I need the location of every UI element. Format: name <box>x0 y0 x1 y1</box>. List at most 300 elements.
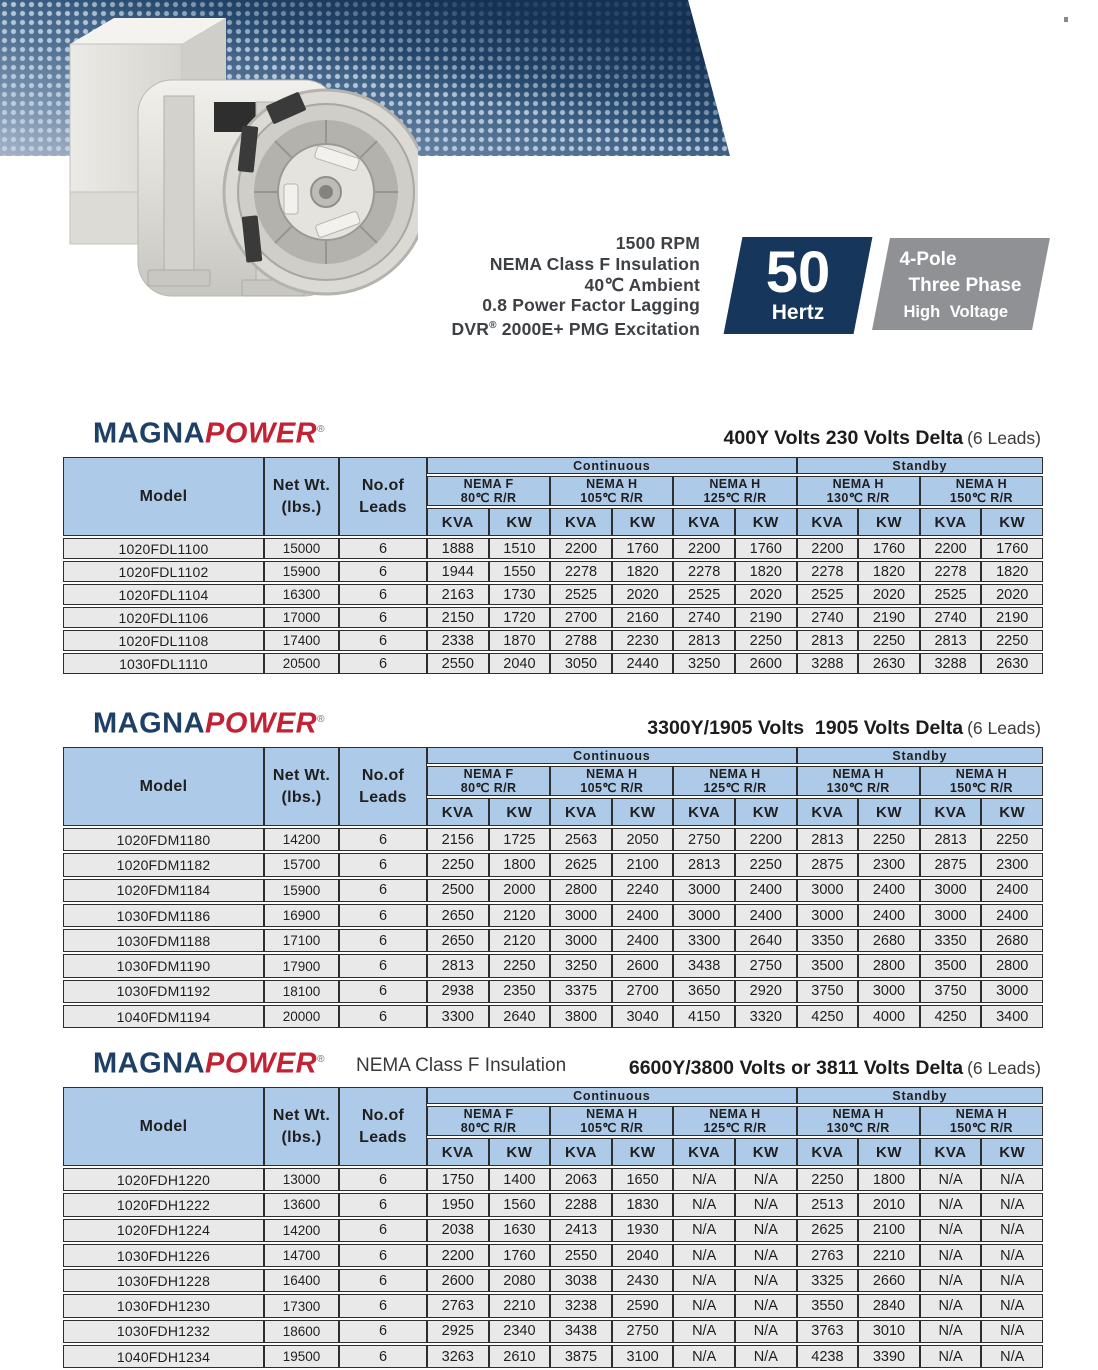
table-row <box>63 1320 1043 1343</box>
value-cell: 2020 <box>612 584 674 605</box>
value-cell: N/A <box>673 1269 735 1292</box>
table-row <box>63 1005 1043 1028</box>
value-cell: 3000 <box>673 879 735 902</box>
value-cell: 2763 <box>427 1294 489 1317</box>
leads-cell: 6 <box>339 1168 427 1191</box>
col-header-kva: KVA <box>920 508 982 536</box>
net-wt-cell: 17000 <box>264 607 339 628</box>
col-header-kva: KVA <box>797 798 859 826</box>
col-header-kw: KW <box>858 508 920 536</box>
value-cell: 3750 <box>797 980 859 1003</box>
value-cell: 3300 <box>673 929 735 952</box>
section-title <box>629 1057 1041 1080</box>
model-cell: 1030FDL1110 <box>63 653 264 674</box>
leads-cell: 6 <box>339 929 427 952</box>
value-cell: 2250 <box>981 630 1043 651</box>
leads-cell: 6 <box>339 828 427 851</box>
value-cell: 2925 <box>427 1320 489 1343</box>
value-cell: N/A <box>920 1244 982 1267</box>
col-header-kw: KW <box>858 798 920 826</box>
value-cell: 2040 <box>489 653 551 674</box>
value-cell: 2250 <box>981 828 1043 851</box>
section-note: NEMA Class F Insulation <box>356 1055 567 1076</box>
value-cell: 2400 <box>612 929 674 952</box>
col-header-kva: KVA <box>673 798 735 826</box>
col-header-kw: KW <box>612 798 674 826</box>
net-wt-cell: 14200 <box>264 1219 339 1242</box>
net-wt-cell: 13600 <box>264 1193 339 1216</box>
value-cell: 3000 <box>673 904 735 927</box>
model-cell: 1020FDH1224 <box>63 1219 264 1242</box>
value-cell: 2550 <box>550 1244 612 1267</box>
model-cell: 1020FDL1104 <box>63 584 264 605</box>
table-row <box>63 904 1043 927</box>
value-cell: 2813 <box>427 954 489 977</box>
model-cell: 1030FDH1228 <box>63 1269 264 1292</box>
value-cell: 2200 <box>550 538 612 559</box>
net-wt-cell: 17400 <box>264 630 339 651</box>
value-cell: 2000 <box>489 879 551 902</box>
value-cell: 3250 <box>673 653 735 674</box>
col-header-standby: Standby <box>797 747 1043 764</box>
model-cell: 1030FDH1226 <box>63 1244 264 1267</box>
value-cell: 2600 <box>612 954 674 977</box>
logo-magna: MAGNA <box>93 1048 206 1080</box>
net-wt-cell: 17900 <box>264 954 339 977</box>
value-cell: 2813 <box>797 828 859 851</box>
value-cell: N/A <box>673 1219 735 1242</box>
model-cell: 1020FDM1184 <box>63 879 264 902</box>
value-cell: 2630 <box>858 653 920 674</box>
table-row <box>63 1219 1043 1242</box>
col-header-standby: Standby <box>797 457 1043 474</box>
model-cell: 1020FDH1222 <box>63 1193 264 1216</box>
value-cell: 2590 <box>612 1294 674 1317</box>
value-cell: N/A <box>920 1193 982 1216</box>
value-cell: 2190 <box>858 607 920 628</box>
value-cell: 2750 <box>735 954 797 977</box>
value-cell: N/A <box>981 1244 1043 1267</box>
leads-cell: 6 <box>339 584 427 605</box>
col-header-standby: Standby <box>797 1087 1043 1104</box>
table-row <box>63 607 1043 628</box>
value-cell: 4000 <box>858 1005 920 1028</box>
col-header-leads: No.of Leads <box>339 457 427 536</box>
net-wt-cell: 16300 <box>264 584 339 605</box>
value-cell: N/A <box>981 1269 1043 1292</box>
value-cell: N/A <box>920 1345 982 1368</box>
value-cell: 2600 <box>735 653 797 674</box>
col-header-rating: NEMA F 80℃ R/R <box>427 476 550 506</box>
net-wt-cell: 15900 <box>264 561 339 582</box>
value-cell: 2788 <box>550 630 612 651</box>
value-cell: 3000 <box>797 879 859 902</box>
col-header-rating: NEMA H 150℃ R/R <box>920 766 1043 796</box>
value-cell: 2813 <box>673 630 735 651</box>
value-cell: 2440 <box>612 653 674 674</box>
value-cell: 2250 <box>735 630 797 651</box>
model-cell: 1020FDL1108 <box>63 630 264 651</box>
value-cell: 2190 <box>735 607 797 628</box>
value-cell: 2156 <box>427 828 489 851</box>
value-cell: 2120 <box>489 904 551 927</box>
net-wt-cell: 17100 <box>264 929 339 952</box>
value-cell: 2100 <box>612 853 674 876</box>
leads-cell: 6 <box>339 853 427 876</box>
value-cell: 2640 <box>489 1005 551 1028</box>
leads-cell: 6 <box>339 1294 427 1317</box>
magnapower-logo <box>93 1045 324 1079</box>
value-cell: 1550 <box>489 561 551 582</box>
value-cell: 2800 <box>858 954 920 977</box>
value-cell: 2160 <box>612 607 674 628</box>
net-wt-cell: 16400 <box>264 1269 339 1292</box>
frequency-banner <box>724 237 873 334</box>
badge-line: 4-Pole <box>899 249 957 270</box>
value-cell: 2200 <box>920 538 982 559</box>
value-cell: 3238 <box>550 1294 612 1317</box>
value-cell: 2400 <box>735 904 797 927</box>
frequency-value: 50 <box>765 240 831 305</box>
value-cell: 2278 <box>797 561 859 582</box>
col-header-rating: NEMA H 125℃ R/R <box>673 476 796 506</box>
col-header-kw: KW <box>489 508 551 536</box>
value-cell: 2278 <box>550 561 612 582</box>
value-cell: 2400 <box>858 879 920 902</box>
section-3300y <box>63 695 1043 1030</box>
value-cell: 1820 <box>612 561 674 582</box>
value-cell: N/A <box>735 1219 797 1242</box>
table-row <box>63 630 1043 651</box>
value-cell: 2200 <box>797 538 859 559</box>
value-cell: 1888 <box>427 538 489 559</box>
value-cell: 2813 <box>920 828 982 851</box>
col-header-kw: KW <box>489 1138 551 1166</box>
table-body <box>63 1168 1043 1368</box>
leads-cell: 6 <box>339 1345 427 1368</box>
value-cell: 2680 <box>858 929 920 952</box>
table-row <box>63 929 1043 952</box>
value-cell: 3000 <box>981 980 1043 1003</box>
value-cell: 1944 <box>427 561 489 582</box>
col-header-kva: KVA <box>550 1138 612 1166</box>
value-cell: 1760 <box>981 538 1043 559</box>
value-cell: 3050 <box>550 653 612 674</box>
value-cell: 2513 <box>797 1193 859 1216</box>
badge-line: High Voltage <box>903 303 1009 321</box>
value-cell: N/A <box>673 1168 735 1191</box>
value-cell: N/A <box>735 1345 797 1368</box>
value-cell: 2563 <box>550 828 612 851</box>
col-header-kva: KVA <box>673 1138 735 1166</box>
col-header-kva: KVA <box>920 1138 982 1166</box>
model-cell: 1030FDM1186 <box>63 904 264 927</box>
model-cell: 1030FDM1188 <box>63 929 264 952</box>
value-cell: 2400 <box>981 879 1043 902</box>
value-cell: 3040 <box>612 1005 674 1028</box>
value-cell: 2278 <box>920 561 982 582</box>
col-header-kw: KW <box>612 508 674 536</box>
model-cell: 1020FDL1106 <box>63 607 264 628</box>
value-cell: N/A <box>981 1219 1043 1242</box>
col-header-rating: NEMA H 130℃ R/R <box>797 766 920 796</box>
value-cell: N/A <box>920 1294 982 1317</box>
value-cell: 1650 <box>612 1168 674 1191</box>
section-title-leads: (6 Leads) <box>967 428 1041 448</box>
table-row <box>63 1244 1043 1267</box>
value-cell: 3875 <box>550 1345 612 1368</box>
section-title-text: 6600Y/3800 Volts or 3811 Volts Delta <box>628 1057 964 1079</box>
value-cell: 3000 <box>920 904 982 927</box>
registered-mark: ® <box>317 714 325 726</box>
value-cell: 1510 <box>489 538 551 559</box>
col-header-rating: NEMA F 80℃ R/R <box>427 1106 550 1136</box>
value-cell: 3438 <box>673 954 735 977</box>
col-header-kw: KW <box>612 1138 674 1166</box>
value-cell: 3288 <box>920 653 982 674</box>
value-cell: 2240 <box>612 879 674 902</box>
logo-power: POWER <box>205 418 318 450</box>
value-cell: 3000 <box>550 929 612 952</box>
col-header-kw: KW <box>981 798 1043 826</box>
net-wt-cell: 20500 <box>264 653 339 674</box>
model-cell: 1040FDM1194 <box>63 1005 264 1028</box>
leads-cell: 6 <box>339 1219 427 1242</box>
net-wt-cell: 18100 <box>264 980 339 1003</box>
value-cell: 1630 <box>489 1219 551 1242</box>
section-header <box>63 410 1043 455</box>
value-cell: 2163 <box>427 584 489 605</box>
value-cell: N/A <box>735 1320 797 1343</box>
value-cell: 3000 <box>858 980 920 1003</box>
value-cell: 2400 <box>981 904 1043 927</box>
value-cell: 3550 <box>797 1294 859 1317</box>
leads-cell: 6 <box>339 879 427 902</box>
col-header-rating: NEMA H 125℃ R/R <box>673 766 796 796</box>
value-cell: 2338 <box>427 630 489 651</box>
badge-line: Three Phase <box>908 275 1022 296</box>
net-wt-cell: 14200 <box>264 828 339 851</box>
value-cell: 2038 <box>427 1219 489 1242</box>
model-cell: 1020FDM1180 <box>63 828 264 851</box>
value-cell: N/A <box>920 1320 982 1343</box>
value-cell: 2875 <box>797 853 859 876</box>
value-cell: 2875 <box>920 853 982 876</box>
value-cell: 2040 <box>612 1244 674 1267</box>
col-header-leads: No.of Leads <box>339 1087 427 1166</box>
leads-cell: 6 <box>339 653 427 674</box>
value-cell: 3500 <box>920 954 982 977</box>
registered-mark: ® <box>317 424 325 436</box>
value-cell: 1720 <box>489 607 551 628</box>
ratings-table <box>63 745 1043 1030</box>
col-header-rating: NEMA H 130℃ R/R <box>797 1106 920 1136</box>
value-cell: N/A <box>981 1345 1043 1368</box>
value-cell: 1930 <box>612 1219 674 1242</box>
value-cell: 3000 <box>550 904 612 927</box>
value-cell: N/A <box>981 1168 1043 1191</box>
value-cell: 2700 <box>612 980 674 1003</box>
value-cell: 3390 <box>858 1345 920 1368</box>
section-title <box>724 427 1041 450</box>
value-cell: 1760 <box>735 538 797 559</box>
col-header-model: Model <box>63 747 264 826</box>
col-header-kw: KW <box>858 1138 920 1166</box>
col-header-model: Model <box>63 457 264 536</box>
net-wt-cell: 15000 <box>264 538 339 559</box>
leads-cell: 6 <box>339 1193 427 1216</box>
value-cell: 2278 <box>673 561 735 582</box>
value-cell: N/A <box>981 1193 1043 1216</box>
spec-line: DVR® 2000E+ PMG Excitation <box>451 319 700 340</box>
value-cell: N/A <box>735 1193 797 1216</box>
value-cell: 2210 <box>858 1244 920 1267</box>
value-cell: 2938 <box>427 980 489 1003</box>
value-cell: 2700 <box>550 607 612 628</box>
model-cell: 1020FDL1100 <box>63 538 264 559</box>
value-cell: 1750 <box>427 1168 489 1191</box>
value-cell: N/A <box>920 1269 982 1292</box>
col-header-rating: NEMA F 80℃ R/R <box>427 766 550 796</box>
value-cell: 2920 <box>735 980 797 1003</box>
leads-cell: 6 <box>339 1005 427 1028</box>
value-cell: N/A <box>673 1320 735 1343</box>
leads-cell: 6 <box>339 1244 427 1267</box>
value-cell: 2840 <box>858 1294 920 1317</box>
value-cell: 1560 <box>489 1193 551 1216</box>
section-title-text: 3300Y/1905 Volts 1905 Volts Delta <box>647 717 964 739</box>
value-cell: 3650 <box>673 980 735 1003</box>
value-cell: 1820 <box>735 561 797 582</box>
value-cell: 3438 <box>550 1320 612 1343</box>
table-head <box>63 457 1043 536</box>
section-title <box>647 717 1041 740</box>
value-cell: 3350 <box>797 929 859 952</box>
value-cell: N/A <box>735 1294 797 1317</box>
value-cell: 2250 <box>797 1168 859 1191</box>
col-header-kw: KW <box>735 798 797 826</box>
model-cell: 1020FDM1182 <box>63 853 264 876</box>
col-header-kva: KVA <box>797 1138 859 1166</box>
value-cell: N/A <box>735 1244 797 1267</box>
value-cell: 3010 <box>858 1320 920 1343</box>
net-wt-cell: 13000 <box>264 1168 339 1191</box>
logo-power: POWER <box>205 1048 318 1080</box>
logo-magna: MAGNA <box>93 708 206 740</box>
col-header-kva: KVA <box>427 798 489 826</box>
value-cell: 3325 <box>797 1269 859 1292</box>
table-row <box>63 1345 1043 1368</box>
value-cell: 3320 <box>735 1005 797 1028</box>
section-6600y <box>63 1035 1043 1370</box>
section-title-leads: (6 Leads) <box>967 1058 1041 1078</box>
col-header-net-wt: Net Wt. (lbs.) <box>264 747 339 826</box>
value-cell: 4250 <box>920 1005 982 1028</box>
spec-line: NEMA Class F Insulation <box>489 253 700 274</box>
value-cell: 2650 <box>427 904 489 927</box>
value-cell: 2400 <box>735 879 797 902</box>
value-cell: 2610 <box>489 1345 551 1368</box>
value-cell: 4238 <box>797 1345 859 1368</box>
value-cell: 2250 <box>858 630 920 651</box>
value-cell: N/A <box>981 1294 1043 1317</box>
col-header-rating: NEMA H 130℃ R/R <box>797 476 920 506</box>
col-header-continuous: Continuous <box>427 747 797 764</box>
table-row <box>63 980 1043 1003</box>
section-header <box>63 695 1043 745</box>
table-row <box>63 584 1043 605</box>
value-cell: 2250 <box>858 828 920 851</box>
value-cell: 2813 <box>673 853 735 876</box>
leads-cell: 6 <box>339 1269 427 1292</box>
value-cell: N/A <box>673 1244 735 1267</box>
model-cell: 1030FDM1190 <box>63 954 264 977</box>
logo-power: POWER <box>205 708 318 740</box>
value-cell: 2020 <box>981 584 1043 605</box>
col-header-kw: KW <box>981 1138 1043 1166</box>
value-cell: 1800 <box>489 853 551 876</box>
value-cell: 2050 <box>612 828 674 851</box>
logo-magna: MAGNA <box>93 418 206 450</box>
value-cell: 2120 <box>489 929 551 952</box>
table-row <box>63 1269 1043 1292</box>
net-wt-cell: 16900 <box>264 904 339 927</box>
col-header-kw: KW <box>735 1138 797 1166</box>
value-cell: 2340 <box>489 1320 551 1343</box>
value-cell: 2525 <box>673 584 735 605</box>
col-header-rating: NEMA H 150℃ R/R <box>920 1106 1043 1136</box>
section-header <box>63 1035 1043 1085</box>
value-cell: 1730 <box>489 584 551 605</box>
value-cell: 2550 <box>427 653 489 674</box>
value-cell: 3375 <box>550 980 612 1003</box>
value-cell: 2230 <box>612 630 674 651</box>
value-cell: 2288 <box>550 1193 612 1216</box>
model-cell: 1030FDH1230 <box>63 1294 264 1317</box>
spec-line: 0.8 Power Factor Lagging <box>482 295 700 316</box>
value-cell: 2063 <box>550 1168 612 1191</box>
table-head <box>63 747 1043 826</box>
value-cell: 2020 <box>735 584 797 605</box>
value-cell: 2813 <box>920 630 982 651</box>
value-cell: 2740 <box>673 607 735 628</box>
value-cell: 2200 <box>735 828 797 851</box>
col-header-kw: KW <box>735 508 797 536</box>
magnapower-logo <box>93 705 324 739</box>
value-cell: 3750 <box>920 980 982 1003</box>
col-header-rating: NEMA H 105℃ R/R <box>550 476 673 506</box>
value-cell: 2750 <box>612 1320 674 1343</box>
table-row <box>63 561 1043 582</box>
value-cell: 3250 <box>550 954 612 977</box>
col-header-kva: KVA <box>427 1138 489 1166</box>
corner-mark <box>1064 17 1068 22</box>
table-row <box>63 538 1043 559</box>
net-wt-cell: 17300 <box>264 1294 339 1317</box>
value-cell: 2190 <box>981 607 1043 628</box>
table-row <box>63 853 1043 876</box>
col-header-kva: KVA <box>550 798 612 826</box>
net-wt-cell: 18600 <box>264 1320 339 1343</box>
pole-phase-banner <box>872 238 1050 330</box>
section-400y <box>63 410 1043 676</box>
col-header-continuous: Continuous <box>427 1087 797 1104</box>
col-header-kw: KW <box>981 508 1043 536</box>
table-row <box>63 879 1043 902</box>
col-header-kva: KVA <box>673 508 735 536</box>
value-cell: 2250 <box>427 853 489 876</box>
model-cell: 1030FDM1192 <box>63 980 264 1003</box>
